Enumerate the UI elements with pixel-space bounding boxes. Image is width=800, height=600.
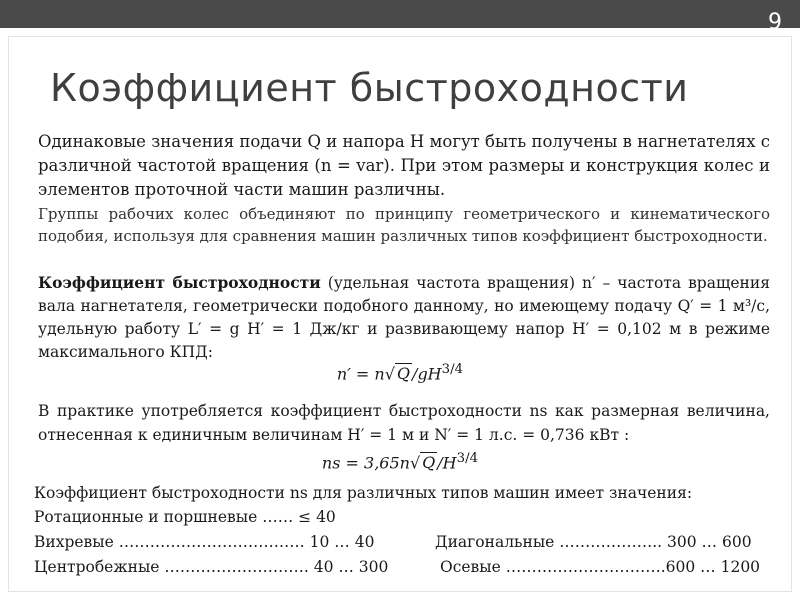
definition-term: Коэффициент быстроходности: [38, 273, 321, 292]
paragraph-practice: В практике употребляется коэффициент быстроходности ns как размерная величина, отнесенная к единичным величинам H′ = 1 м и N′ = 1 л.с. = 0,736 кВт :: [38, 402, 770, 444]
formula2-lhs: ns = 3,65n: [321, 453, 410, 473]
value-axial: Осевые ………………………….600 … 1200: [440, 558, 761, 576]
formula-ns: ns = 3,65n√ Q $/H^{3/4}$: [321, 451, 479, 473]
paragraph-intro: Одинаковые значения подачи Q и напора H могут быть получены в нагнетателях с различной частотой вращения (n = var). При этом размеры и конструкция колес и элементов проточной части машин различны.: [38, 132, 770, 199]
value-centrifugal: Центробежные ………………………. 40 … 300: [34, 558, 389, 576]
paragraph-groups: Группы рабочих колес объединяют по принципу геометрического и кинематического подобия, используя для сравнения машин различных типов коэффициент быстроходности.: [38, 205, 770, 245]
formula-specific-speed: n′ = n√ Q $/gH^{3/4}$: [336, 362, 464, 384]
value-diagonal: Диагональные ……………….. 300 … 600: [435, 533, 752, 551]
values-intro: Коэффициент быстроходности ns для различных типов машин имеет значения:: [34, 484, 693, 502]
paragraph-definition: [38, 271, 770, 364]
formula1-sqrt: Q: [396, 364, 411, 384]
value-vortex: Вихревые ……………………………… 10 … 40: [34, 533, 375, 551]
page-number: 9: [768, 10, 782, 35]
formula2-exp: 3/4: [456, 451, 479, 466]
value-rotary: Ротационные и поршневые …… ≤ 40: [34, 508, 336, 526]
formula1-lhs: n′ = n: [336, 364, 385, 384]
formula1-rhs: /gH: [412, 364, 442, 384]
formula1-exp: 3/4: [441, 362, 464, 377]
slide-title: Коэффициент быстроходности: [50, 66, 689, 110]
top-bar: [0, 0, 800, 35]
formula2-rhs: /H: [437, 453, 457, 473]
formula2-sqrt: Q: [422, 453, 436, 473]
definition-text: (удельная частота вращения) n′ – частота вращения вала нагнетателя, геометрически подобного данному, но имеющему подачу Q′ = 1 м³/с, удельную работу L′ = g H′ = 1 Дж/кг и развивающему напор H′ = 0,102 м в режиме максимального КПД:: [38, 274, 770, 361]
